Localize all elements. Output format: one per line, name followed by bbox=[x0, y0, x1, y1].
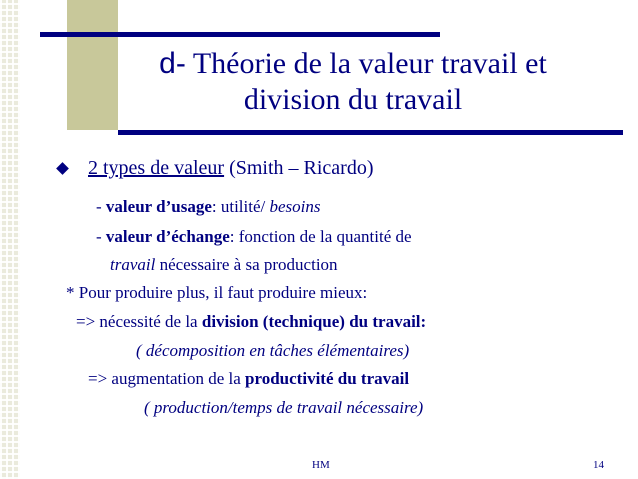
footer-author: HM bbox=[312, 459, 330, 471]
value-exchange-cont-rest: nécessaire à sa production bbox=[155, 255, 338, 274]
value-use-line bbox=[96, 196, 320, 218]
decomposition-line: ( décomposition en tâches élémentaires) bbox=[136, 341, 410, 360]
bullet-rest: (Smith – Ricardo) bbox=[224, 157, 374, 179]
bullet-underlined: 2 types de valeur bbox=[88, 157, 225, 179]
division-bold: division (technique) du travail: bbox=[201, 312, 427, 331]
division-line bbox=[76, 311, 426, 333]
value-use-mid: : utilité/ bbox=[211, 197, 270, 216]
dash: - bbox=[96, 197, 106, 216]
diamond-bullet-icon bbox=[56, 162, 69, 175]
value-exchange-rest: : fonction de la quantité de bbox=[229, 227, 412, 246]
decorative-olive-block bbox=[67, 0, 118, 130]
productivity-prefix: => augmentation de la bbox=[88, 369, 246, 388]
value-exchange-line bbox=[96, 226, 412, 248]
title-prefix: d- bbox=[159, 47, 186, 80]
title-line-2: division du travail bbox=[243, 83, 463, 116]
production-note-line: ( production/temps de travail nécessaire) bbox=[144, 398, 424, 417]
main-bullet bbox=[64, 155, 374, 181]
footer-page-number: 14 bbox=[593, 459, 604, 471]
decorative-bottom-rule bbox=[118, 130, 623, 135]
produce-line: * Pour produire plus, il faut produire mieux: bbox=[66, 283, 368, 302]
value-exchange-cont-line bbox=[110, 254, 338, 276]
title-text-1: Théorie de la valeur travail et bbox=[192, 47, 547, 80]
travail-italic: travail bbox=[110, 255, 156, 274]
productivity-line bbox=[88, 368, 409, 390]
decorative-left-strip bbox=[0, 0, 20, 479]
value-use-italic: besoins bbox=[269, 197, 321, 216]
value-use-term: valeur d’usage bbox=[105, 197, 212, 216]
title-line-1 bbox=[118, 46, 588, 82]
slide-title bbox=[118, 46, 588, 118]
productivity-bold: productivité du travail bbox=[245, 369, 410, 388]
main-bullet-text bbox=[88, 157, 374, 179]
decorative-top-rule bbox=[40, 32, 440, 37]
value-exchange-term: valeur d’échange bbox=[105, 227, 230, 246]
dash: - bbox=[96, 227, 106, 246]
division-prefix: => nécessité de la bbox=[76, 312, 202, 331]
